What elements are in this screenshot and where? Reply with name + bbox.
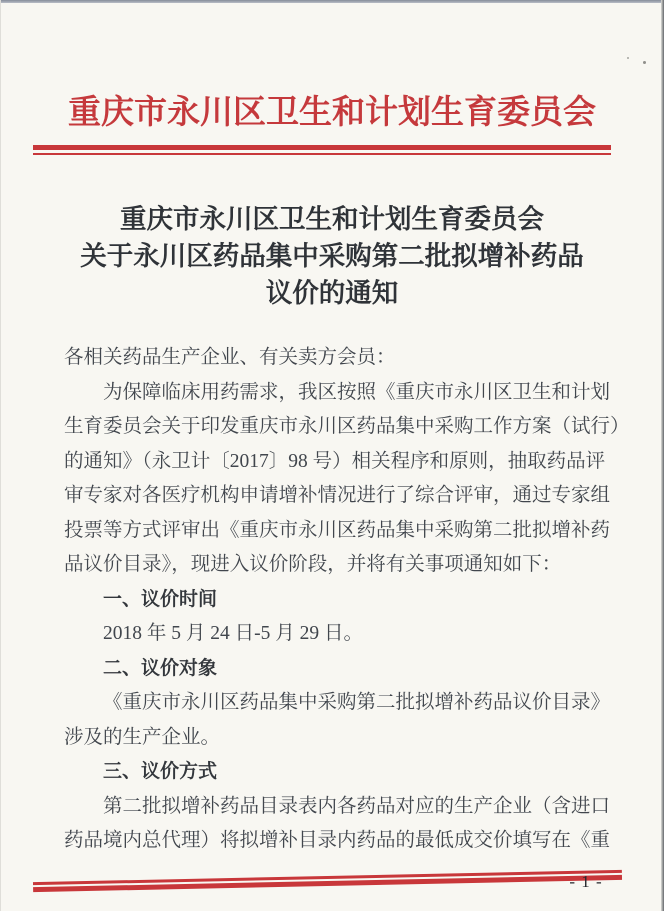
- body-line: 品议价目录》，现进入议价阶段，并将有关事项通知如下：: [64, 554, 562, 575]
- body-line: 的通知》（永卫计〔2017〕98 号）相关程序和原则，抽取药品评: [64, 450, 606, 472]
- body-line: 投票等方式评审出《重庆市永川区药品集中采购第二批拟增补药: [64, 519, 611, 541]
- body-text: [64, 341, 630, 859]
- body-line: 药品境内总代理）将拟增补目录内药品的最低成交价填写在《重: [64, 830, 611, 851]
- document-title-line-2: 关于永川区药品集中采购第二批拟增补药品: [80, 241, 584, 271]
- body-line: 各相关药品生产企业、有关卖方会员：: [64, 347, 396, 368]
- document-title-line-3: 议价的通知: [265, 278, 399, 308]
- body-line: 生育委员会关于印发重庆市永川区药品集中采购工作方案（试行）: [64, 416, 630, 437]
- scan-left-edge: [0, 0, 1, 911]
- scan-top-edge: [0, 0, 664, 3]
- body-line: 为保障临床用药需求，我区按照《重庆市永川区卫生和计划: [103, 381, 611, 403]
- body-line: 涉及的生产企业。: [64, 726, 221, 748]
- body-line: 三、议价方式: [103, 761, 218, 782]
- body-line: 审专家对各医疗机构申请增补情况进行了综合评审，通过专家组: [64, 485, 611, 506]
- document-title-line-1: 重庆市永川区卫生和计划生育委员会: [120, 204, 544, 234]
- body-line: 第二批拟增补药品目录表内各药品对应的生产企业（含进口: [103, 795, 611, 817]
- letterhead-org-name: 重庆市永川区卫生和计划生育委员会: [68, 95, 596, 131]
- body-line: 二、议价对象: [103, 657, 218, 679]
- scan-speck: [643, 61, 646, 64]
- letterhead-divider: [33, 145, 611, 155]
- body-line: 一、议价时间: [103, 588, 218, 610]
- document-title: [0, 201, 664, 312]
- scan-speck: [627, 57, 629, 59]
- footer-divider: [33, 870, 622, 892]
- page-number: - 1 -: [569, 872, 603, 891]
- body-line: 《重庆市永川区药品集中采购第二批拟增补药品议价目录》: [103, 692, 611, 713]
- body-line: 2018 年 5 月 24 日-5 月 29 日。: [103, 623, 363, 644]
